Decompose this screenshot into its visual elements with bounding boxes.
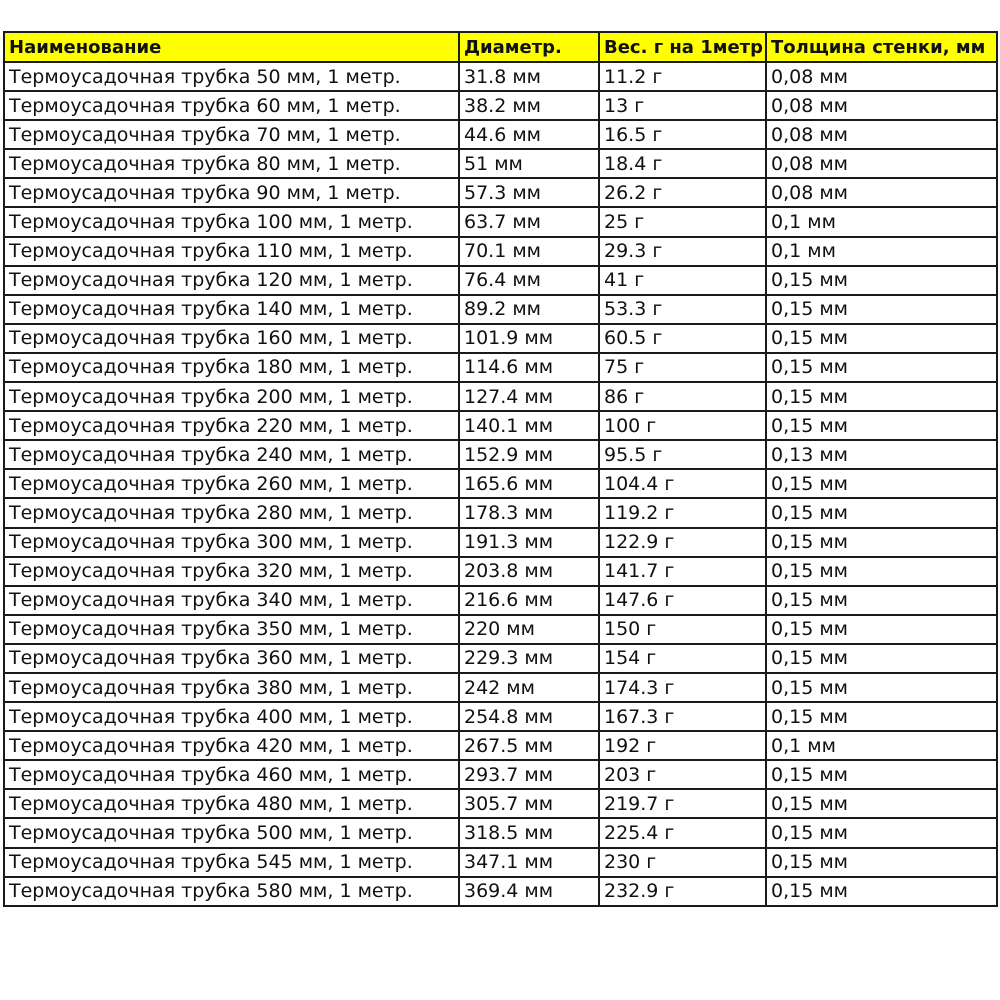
cell-wall-thickness: 0,13 мм: [766, 440, 997, 469]
cell-diameter: 318.5 мм: [459, 818, 599, 847]
cell-wall-thickness: 0,15 мм: [766, 295, 997, 324]
cell-wall-thickness: 0,1 мм: [766, 731, 997, 760]
cell-weight: 167.3 г: [599, 702, 766, 731]
cell-wall-thickness: 0,15 мм: [766, 382, 997, 411]
cell-name: Термоусадочная трубка 80 мм, 1 метр.: [4, 149, 459, 178]
cell-diameter: 51 мм: [459, 149, 599, 178]
cell-weight: 174.3 г: [599, 673, 766, 702]
table-row: [4, 673, 997, 702]
cell-name: Термоусадочная трубка 580 мм, 1 метр.: [4, 877, 459, 906]
cell-wall-thickness: 0,15 мм: [766, 498, 997, 527]
cell-diameter: 152.9 мм: [459, 440, 599, 469]
cell-wall-thickness: 0,15 мм: [766, 644, 997, 673]
cell-wall-thickness: 0,15 мм: [766, 528, 997, 557]
cell-diameter: 254.8 мм: [459, 702, 599, 731]
cell-wall-thickness: 0,15 мм: [766, 789, 997, 818]
cell-name: Термоусадочная трубка 480 мм, 1 метр.: [4, 789, 459, 818]
table-row: [4, 120, 997, 149]
table-row: [4, 848, 997, 877]
cell-diameter: 38.2 мм: [459, 91, 599, 120]
cell-weight: 219.7 г: [599, 789, 766, 818]
table-row: [4, 586, 997, 615]
cell-name: Термоусадочная трубка 100 мм, 1 метр.: [4, 207, 459, 236]
cell-diameter: 44.6 мм: [459, 120, 599, 149]
cell-weight: 26.2 г: [599, 178, 766, 207]
table-row: [4, 411, 997, 440]
cell-diameter: 203.8 мм: [459, 557, 599, 586]
cell-diameter: 216.6 мм: [459, 586, 599, 615]
cell-diameter: 31.8 мм: [459, 62, 599, 91]
table-row: [4, 818, 997, 847]
table-row: [4, 324, 997, 353]
table-row: [4, 295, 997, 324]
cell-wall-thickness: 0,08 мм: [766, 120, 997, 149]
cell-weight: 100 г: [599, 411, 766, 440]
cell-name: Термоусадочная трубка 240 мм, 1 метр.: [4, 440, 459, 469]
cell-wall-thickness: 0,15 мм: [766, 353, 997, 382]
cell-weight: 16.5 г: [599, 120, 766, 149]
table-row: [4, 266, 997, 295]
cell-weight: 25 г: [599, 207, 766, 236]
cell-diameter: 220 мм: [459, 615, 599, 644]
table-body: [4, 62, 997, 906]
table-row: [4, 149, 997, 178]
cell-diameter: 229.3 мм: [459, 644, 599, 673]
cell-wall-thickness: 0,15 мм: [766, 818, 997, 847]
cell-name: Термоусадочная трубка 50 мм, 1 метр.: [4, 62, 459, 91]
table-row: [4, 615, 997, 644]
cell-diameter: 140.1 мм: [459, 411, 599, 440]
cell-diameter: 127.4 мм: [459, 382, 599, 411]
cell-weight: 13 г: [599, 91, 766, 120]
table-row: [4, 353, 997, 382]
cell-diameter: 293.7 мм: [459, 760, 599, 789]
cell-name: Термоусадочная трубка 400 мм, 1 метр.: [4, 702, 459, 731]
cell-wall-thickness: 0,15 мм: [766, 324, 997, 353]
header-name: Наименование: [4, 32, 459, 62]
cell-weight: 154 г: [599, 644, 766, 673]
cell-diameter: 347.1 мм: [459, 848, 599, 877]
table-row: [4, 440, 997, 469]
cell-weight: 150 г: [599, 615, 766, 644]
cell-weight: 119.2 г: [599, 498, 766, 527]
table-row: [4, 62, 997, 91]
cell-name: Термоусадочная трубка 60 мм, 1 метр.: [4, 91, 459, 120]
table-header: [4, 32, 997, 62]
cell-weight: 232.9 г: [599, 877, 766, 906]
cell-diameter: 191.3 мм: [459, 528, 599, 557]
cell-wall-thickness: 0,1 мм: [766, 237, 997, 266]
table-row: [4, 760, 997, 789]
cell-diameter: 242 мм: [459, 673, 599, 702]
table-row: [4, 382, 997, 411]
cell-wall-thickness: 0,15 мм: [766, 760, 997, 789]
cell-weight: 225.4 г: [599, 818, 766, 847]
table-row: [4, 207, 997, 236]
cell-diameter: 63.7 мм: [459, 207, 599, 236]
header-weight: Вес. г на 1метр: [599, 32, 766, 62]
cell-wall-thickness: 0,08 мм: [766, 149, 997, 178]
cell-name: Термоусадочная трубка 340 мм, 1 метр.: [4, 586, 459, 615]
cell-name: Термоусадочная трубка 220 мм, 1 метр.: [4, 411, 459, 440]
cell-name: Термоусадочная трубка 110 мм, 1 метр.: [4, 237, 459, 266]
table-row: [4, 789, 997, 818]
cell-weight: 41 г: [599, 266, 766, 295]
cell-weight: 122.9 г: [599, 528, 766, 557]
cell-weight: 203 г: [599, 760, 766, 789]
cell-diameter: 57.3 мм: [459, 178, 599, 207]
cell-weight: 75 г: [599, 353, 766, 382]
cell-diameter: 165.6 мм: [459, 469, 599, 498]
cell-wall-thickness: 0,15 мм: [766, 586, 997, 615]
cell-wall-thickness: 0,15 мм: [766, 557, 997, 586]
table-row: [4, 237, 997, 266]
cell-weight: 18.4 г: [599, 149, 766, 178]
header-diameter: Диаметр.: [459, 32, 599, 62]
cell-name: Термоусадочная трубка 420 мм, 1 метр.: [4, 731, 459, 760]
header-wall-thickness: Толщина стенки, мм: [766, 32, 997, 62]
cell-name: Термоусадочная трубка 350 мм, 1 метр.: [4, 615, 459, 644]
cell-name: Термоусадочная трубка 180 мм, 1 метр.: [4, 353, 459, 382]
cell-diameter: 70.1 мм: [459, 237, 599, 266]
cell-wall-thickness: 0,15 мм: [766, 848, 997, 877]
table-row: [4, 498, 997, 527]
cell-wall-thickness: 0,15 мм: [766, 266, 997, 295]
cell-diameter: 89.2 мм: [459, 295, 599, 324]
cell-weight: 53.3 г: [599, 295, 766, 324]
cell-diameter: 369.4 мм: [459, 877, 599, 906]
cell-wall-thickness: 0,08 мм: [766, 178, 997, 207]
cell-name: Термоусадочная трубка 460 мм, 1 метр.: [4, 760, 459, 789]
cell-name: Термоусадочная трубка 380 мм, 1 метр.: [4, 673, 459, 702]
table-row: [4, 731, 997, 760]
cell-weight: 95.5 г: [599, 440, 766, 469]
table-row: [4, 702, 997, 731]
cell-diameter: 76.4 мм: [459, 266, 599, 295]
cell-name: Термоусадочная трубка 320 мм, 1 метр.: [4, 557, 459, 586]
cell-weight: 11.2 г: [599, 62, 766, 91]
cell-weight: 60.5 г: [599, 324, 766, 353]
cell-weight: 86 г: [599, 382, 766, 411]
table-row: [4, 469, 997, 498]
cell-name: Термоусадочная трубка 280 мм, 1 метр.: [4, 498, 459, 527]
cell-name: Термоусадочная трубка 260 мм, 1 метр.: [4, 469, 459, 498]
cell-diameter: 267.5 мм: [459, 731, 599, 760]
cell-name: Термоусадочная трубка 200 мм, 1 метр.: [4, 382, 459, 411]
cell-wall-thickness: 0,15 мм: [766, 702, 997, 731]
header-row: [4, 32, 997, 62]
table-row: [4, 557, 997, 586]
cell-wall-thickness: 0,15 мм: [766, 877, 997, 906]
cell-wall-thickness: 0,15 мм: [766, 673, 997, 702]
cell-weight: 104.4 г: [599, 469, 766, 498]
cell-name: Термоусадочная трубка 140 мм, 1 метр.: [4, 295, 459, 324]
cell-wall-thickness: 0,15 мм: [766, 411, 997, 440]
cell-name: Термоусадочная трубка 120 мм, 1 метр.: [4, 266, 459, 295]
cell-diameter: 178.3 мм: [459, 498, 599, 527]
cell-name: Термоусадочная трубка 160 мм, 1 метр.: [4, 324, 459, 353]
cell-wall-thickness: 0,1 мм: [766, 207, 997, 236]
cell-wall-thickness: 0,15 мм: [766, 615, 997, 644]
cell-diameter: 305.7 мм: [459, 789, 599, 818]
table-row: [4, 178, 997, 207]
table-row: [4, 877, 997, 906]
cell-diameter: 101.9 мм: [459, 324, 599, 353]
cell-wall-thickness: 0,08 мм: [766, 62, 997, 91]
cell-weight: 29.3 г: [599, 237, 766, 266]
cell-name: Термоусадочная трубка 300 мм, 1 метр.: [4, 528, 459, 557]
table-row: [4, 644, 997, 673]
cell-name: Термоусадочная трубка 500 мм, 1 метр.: [4, 818, 459, 847]
cell-weight: 147.6 г: [599, 586, 766, 615]
cell-name: Термоусадочная трубка 90 мм, 1 метр.: [4, 178, 459, 207]
cell-weight: 141.7 г: [599, 557, 766, 586]
cell-weight: 192 г: [599, 731, 766, 760]
cell-wall-thickness: 0,08 мм: [766, 91, 997, 120]
cell-name: Термоусадочная трубка 70 мм, 1 метр.: [4, 120, 459, 149]
cell-diameter: 114.6 мм: [459, 353, 599, 382]
table-row: [4, 528, 997, 557]
cell-name: Термоусадочная трубка 545 мм, 1 метр.: [4, 848, 459, 877]
spec-table: [3, 31, 998, 907]
cell-name: Термоусадочная трубка 360 мм, 1 метр.: [4, 644, 459, 673]
table-row: [4, 91, 997, 120]
cell-wall-thickness: 0,15 мм: [766, 469, 997, 498]
cell-weight: 230 г: [599, 848, 766, 877]
